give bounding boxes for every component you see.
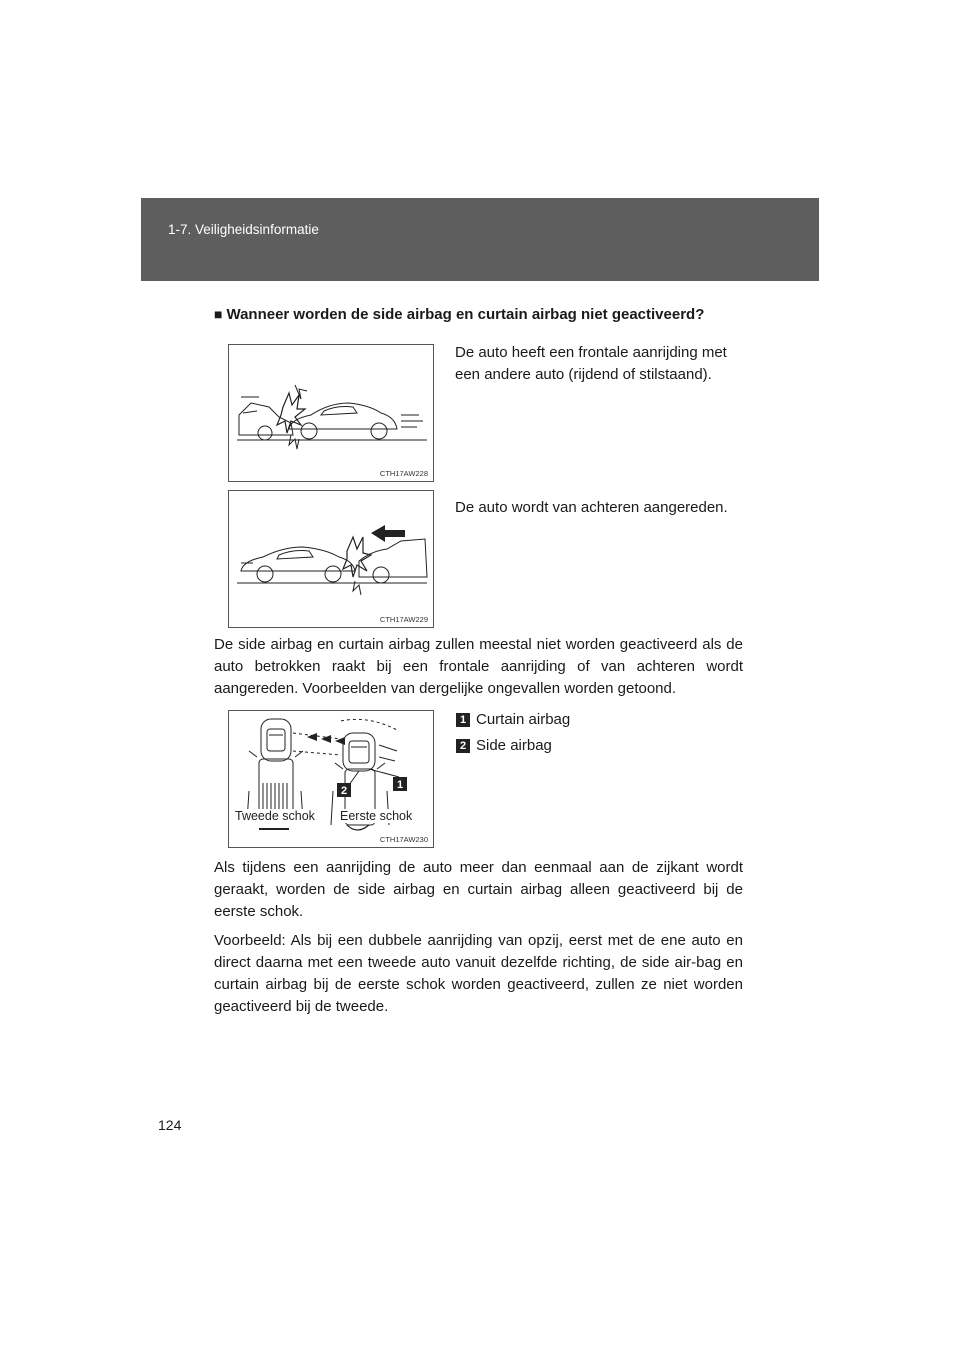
label-first-impact: Eerste schok <box>340 809 413 823</box>
label-second-impact: Tweede schok <box>235 809 315 823</box>
page-number: 124 <box>158 1117 182 1133</box>
paragraph-example: Voorbeeld: Als bij een dubbele aanrijding van opzij, eerst met de ene auto en direct daarna met een tweede auto vanuit dezelfde richting, de side air-bag en curtain airbag bij de eerste schok worden geactiveerd, zullen ze niet worden geactiveerd bij de tweede. <box>214 932 743 1015</box>
section-title: 1-7. Veiligheidsinformatie <box>168 222 319 237</box>
heading-marker: ■ <box>214 306 223 322</box>
legend-item-curtain-airbag <box>456 709 570 731</box>
section-heading <box>214 306 774 323</box>
legend-label: Curtain airbag <box>476 711 571 728</box>
figure-caption-rear: De auto wordt van achteren aangereden. <box>455 499 728 516</box>
number-badge: 2 <box>456 739 470 753</box>
heading-text: Wanneer worden de side airbag en curtain airbag niet geactiveerd? <box>226 306 705 323</box>
legend-label: Side airbag <box>476 737 552 754</box>
figure-frontal-collision <box>228 344 434 482</box>
figure-rear-collision <box>228 490 434 628</box>
paragraph-multiple-impacts: Als tijdens een aanrijding de auto meer dan eenmaal aan de zijkant wordt geraakt, worden de side airbag en curtain airbag alleen geactiveerd bij de eerste schok. <box>214 859 743 920</box>
rear-collision-illustration <box>229 491 435 629</box>
paragraph-not-activated: De side airbag en curtain airbag zullen meestal niet worden geactiveerd als de auto betrokken raakt bij een frontale aanrijding of van achteren wordt aangereden. Voorbeelden van dergelijke ongevallen worden getoond. <box>214 636 743 697</box>
figure-code: CTH17AW230 <box>379 835 428 844</box>
header-band <box>141 198 819 281</box>
svg-text:2: 2 <box>340 785 348 797</box>
figure-code: CTH17AW229 <box>379 615 428 624</box>
frontal-collision-illustration <box>229 345 435 483</box>
figure-caption-frontal: De auto heeft een frontale aanrijding met een andere auto (rijdend of stilstaand). <box>455 344 727 383</box>
legend-item-side-airbag <box>456 735 552 757</box>
figure-double-side-impact <box>228 710 434 848</box>
double-side-impact-illustration <box>229 711 435 849</box>
number-badge: 1 <box>456 713 470 727</box>
figure-code: CTH17AW228 <box>379 469 428 478</box>
svg-text:1: 1 <box>396 779 404 791</box>
